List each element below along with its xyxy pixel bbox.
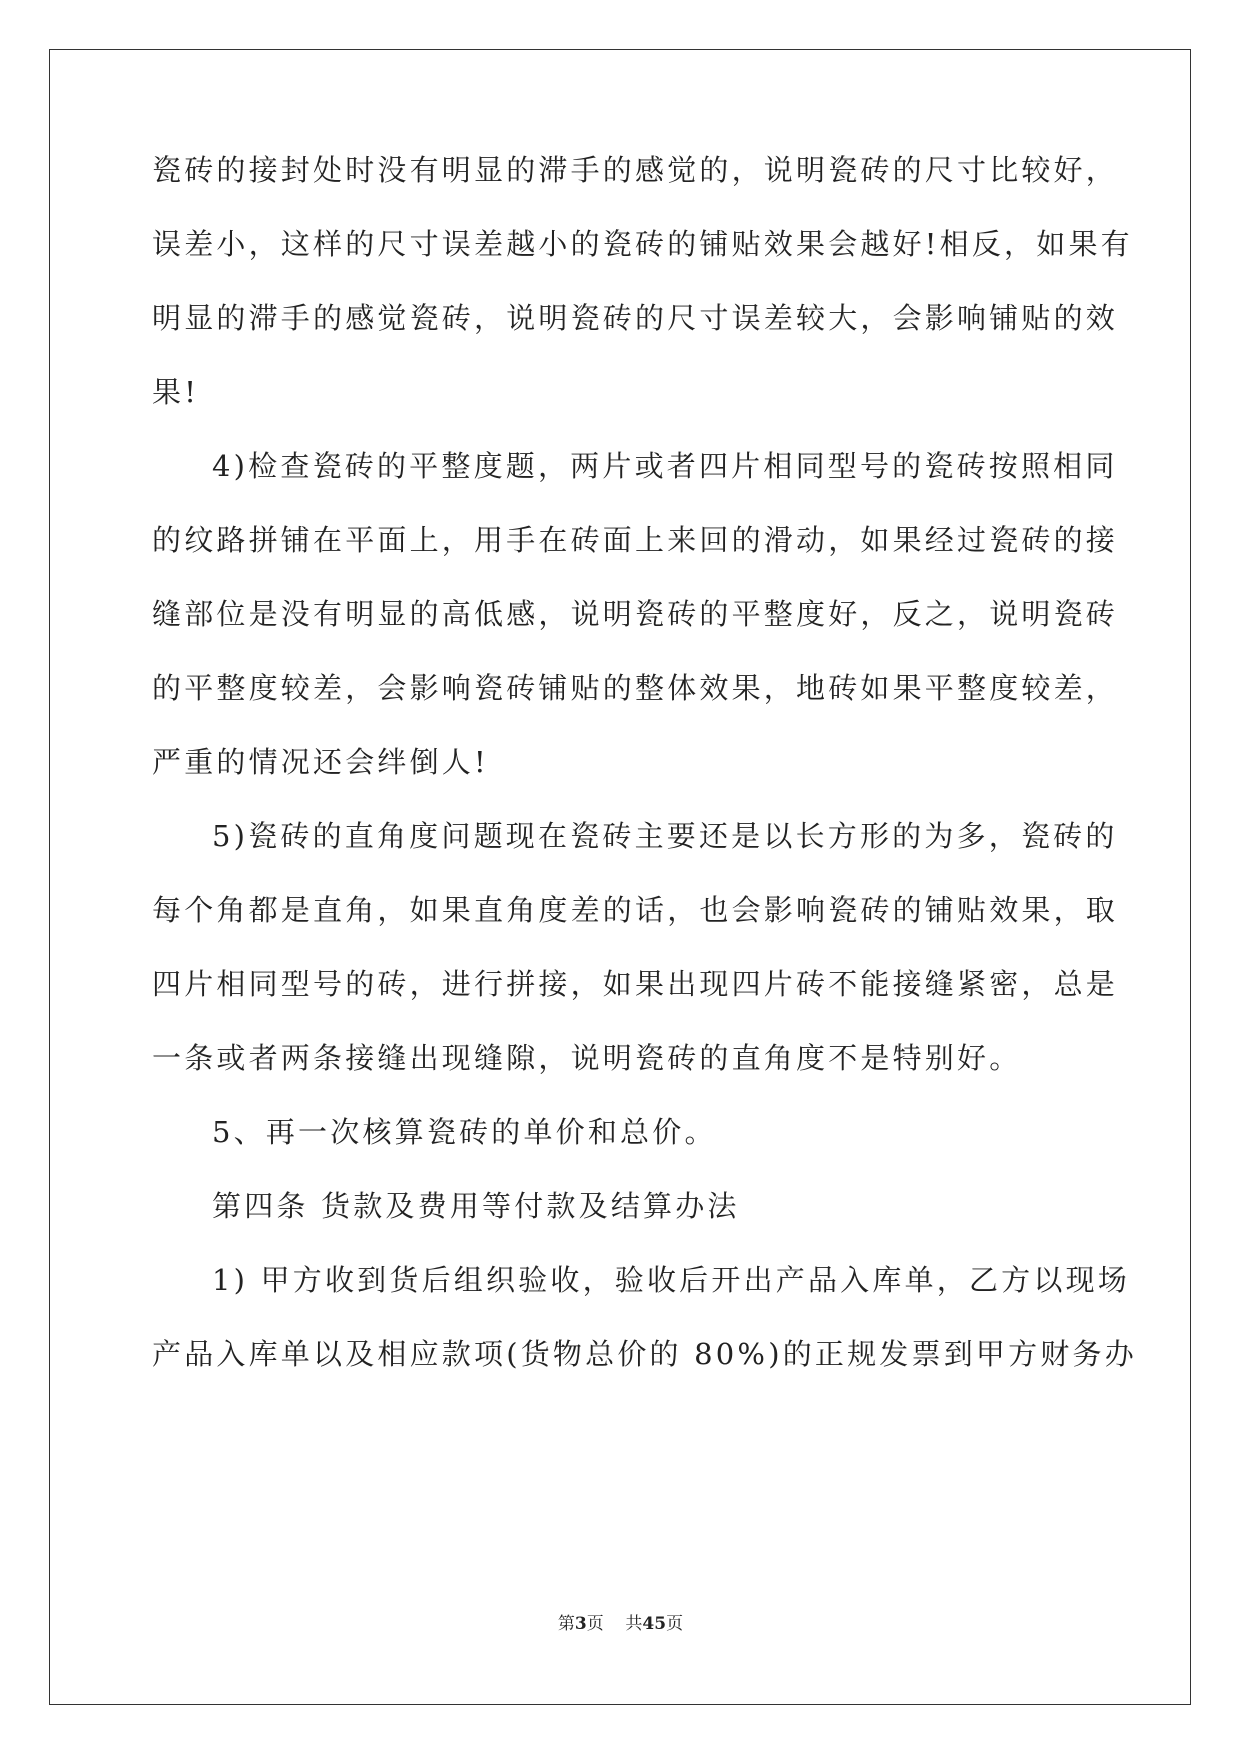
paragraph-line: 产品入库单以及相应款项(货物总价的 80%)的正规发票到甲方财务办 [152, 1337, 1137, 1371]
paragraph-line: 一条或者两条接缝出现缝隙，说明瓷砖的直角度不是特别好。 [152, 1041, 1022, 1075]
footer-page-current: 3 [574, 1614, 587, 1634]
paragraph-line: 瓷砖的接封处时没有明显的滞手的感觉的，说明瓷砖的尺寸比较好， [152, 153, 1119, 187]
footer-page-suffix: 页 [586, 1614, 604, 1634]
paragraph-line: 每个角都是直角，如果直角度差的话，也会影响瓷砖的铺贴效果，取 [152, 893, 1119, 927]
page-footer [0, 1612, 1241, 1636]
paragraph-line: 误差小，这样的尺寸误差越小的瓷砖的铺贴效果会越好!相反，如果有 [152, 227, 1133, 261]
paragraph-line: 5、再一次核算瓷砖的单价和总价。 [212, 1115, 717, 1149]
footer-total-suffix: 页 [666, 1614, 684, 1634]
footer-page-total: 45 [642, 1614, 667, 1634]
paragraph-line: 4)检查瓷砖的平整度题，两片或者四片相同型号的瓷砖按照相同 [212, 449, 1118, 483]
paragraph-line: 严重的情况还会绊倒人! [152, 745, 489, 779]
paragraph-line: 的平整度较差，会影响瓷砖铺贴的整体效果，地砖如果平整度较差， [152, 671, 1119, 705]
paragraph-line: 1) 甲方收到货后组织验收，验收后开出产品入库单，乙方以现场 [212, 1263, 1130, 1297]
paragraph-line: 5)瓷砖的直角度问题现在瓷砖主要还是以长方形的为多，瓷砖的 [212, 819, 1118, 853]
footer-total-prefix: 共 [625, 1614, 643, 1634]
paragraph-line: 缝部位是没有明显的高低感，说明瓷砖的平整度好，反之，说明瓷砖 [152, 597, 1119, 631]
footer-page-prefix: 第 [557, 1614, 575, 1634]
paragraph-line: 四片相同型号的砖，进行拼接，如果出现四片砖不能接缝紧密，总是 [152, 967, 1119, 1001]
paragraph-line: 明显的滞手的感觉瓷砖，说明瓷砖的尺寸误差较大，会影响铺贴的效 [152, 301, 1119, 335]
paragraph-line: 果! [152, 375, 200, 409]
paragraph-line: 的纹路拼铺在平面上，用手在砖面上来回的滑动，如果经过瓷砖的接 [152, 523, 1119, 557]
section-heading: 第四条 货款及费用等付款及结算办法 [212, 1189, 740, 1223]
